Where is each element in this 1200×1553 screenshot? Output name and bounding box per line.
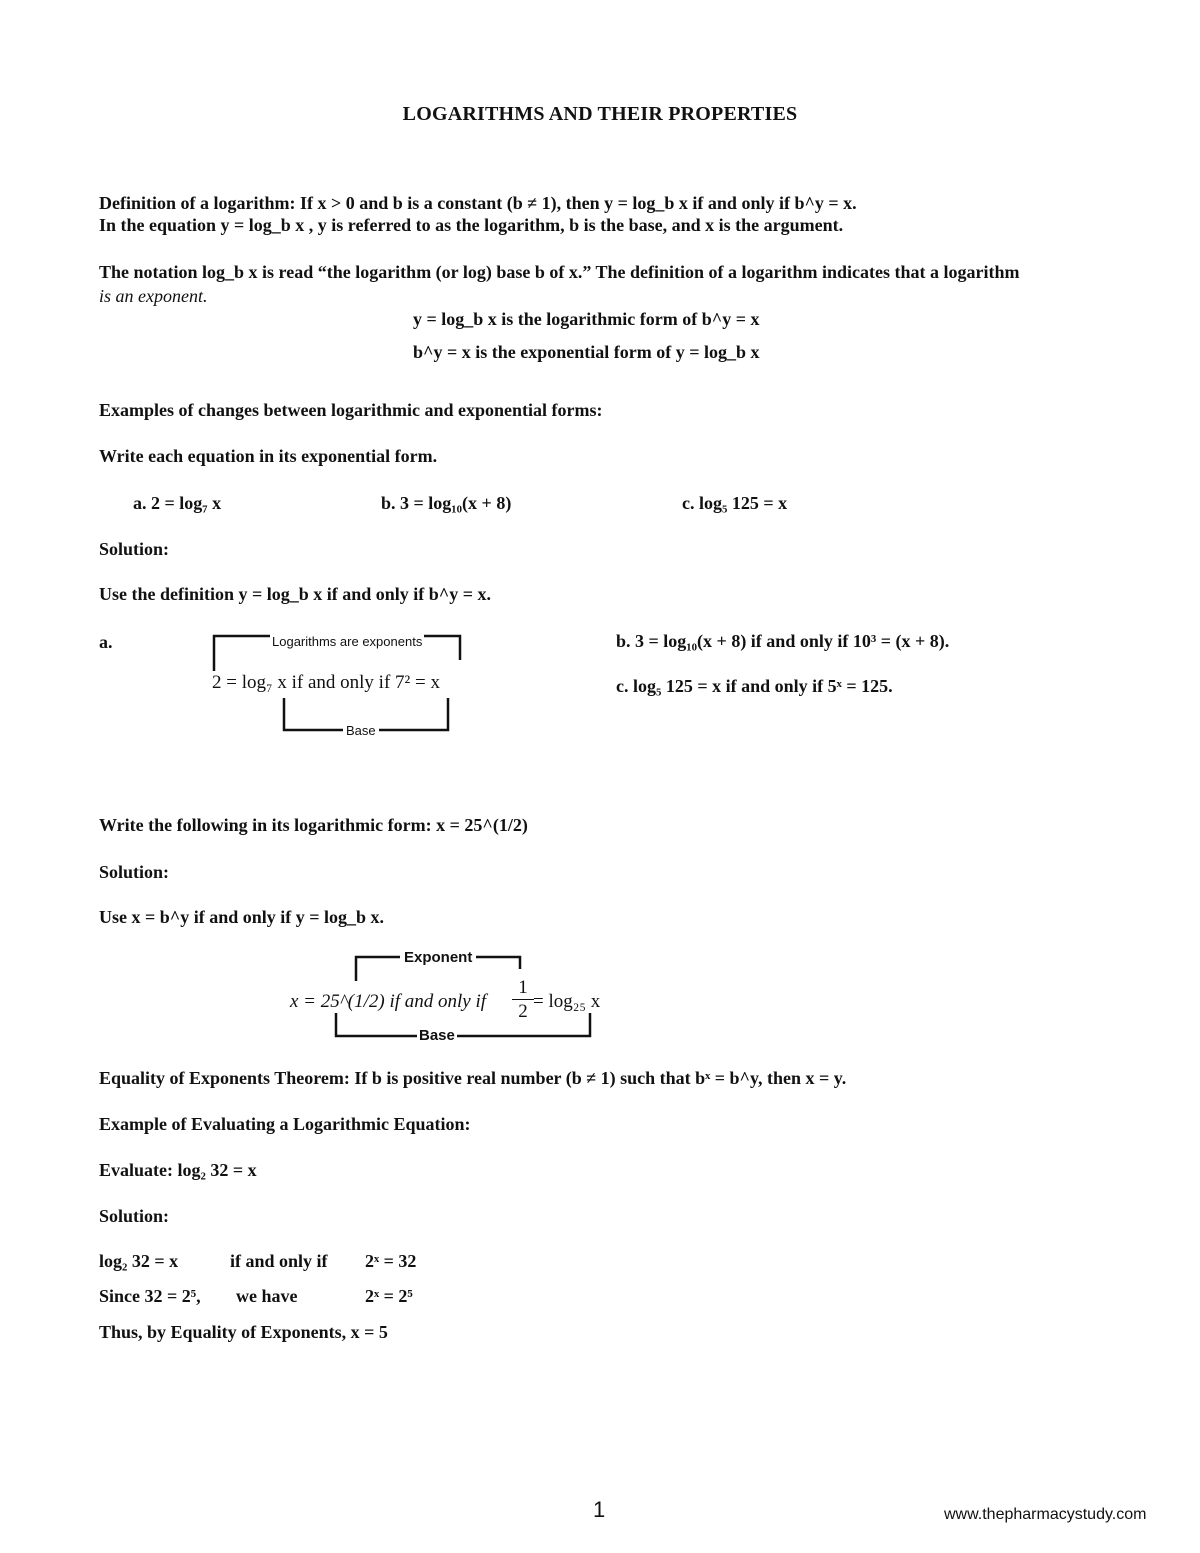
problem-b: b. 3 = log₁₀(x + 8) — [381, 493, 512, 513]
step2-right: 2ˣ = 2⁵ — [365, 1286, 413, 1306]
step3-conclusion: Thus, by Equality of Exponents, x = 5 — [99, 1322, 388, 1342]
fraction-numerator: 1 — [512, 977, 534, 1000]
step1-right: 2ˣ = 32 — [365, 1251, 417, 1271]
step2-middle: we have — [236, 1286, 298, 1306]
base-label: Base — [343, 723, 379, 738]
diagram2-right: = log₂₅ x — [533, 991, 601, 1012]
examples-heading: Examples of changes between logarithmic and exponential forms: — [99, 400, 603, 420]
step1-middle: if and only if — [230, 1251, 328, 1271]
page-title: LOGARITHMS AND THEIR PROPERTIES — [402, 103, 798, 125]
fraction-denominator: 2 — [518, 1001, 528, 1022]
diagram2-left-text: x = 25^(1/2) if and only if — [290, 991, 487, 1012]
use-definition: Use the definition y = log_b x if and only if b^y = x. — [99, 584, 492, 604]
solution-label-2: Solution: — [99, 862, 170, 882]
solution-c: c. log₅ 125 = x if and only if 5ˣ = 125. — [616, 676, 893, 696]
exponential-form: b^y = x is the exponential form of y = log_b x — [413, 342, 760, 362]
solution-b: b. 3 = log₁₀(x + 8) if and only if 10³ = (x + 8). — [616, 631, 950, 651]
fraction-one-half — [512, 977, 534, 1024]
diagram2-left — [290, 991, 486, 1013]
exponent-label: Exponent — [400, 949, 476, 966]
step1-left: log₂ 32 = x — [99, 1251, 179, 1271]
notation-line1: The notation log_b x is read “the logarithm (or log) base b of x.” The definition of a logarithm indicates that a logarithm — [99, 262, 1020, 282]
notation-line2: is an exponent. — [99, 286, 208, 306]
definition-line1: Definition of a logarithm: If x > 0 and b is a constant (b ≠ 1), then y = log_b x if and only if b^y = x. — [99, 193, 857, 213]
solution-a-equation: 2 = log₇ x if and only if 7² = x — [212, 672, 440, 693]
problem-a: a. 2 = log₇ x — [133, 493, 222, 513]
equality-theorem: Equality of Exponents Theorem: If b is positive real number (b ≠ 1) such that bˣ = b^y, then x = y. — [99, 1068, 847, 1088]
problem-c: c. log₅ 125 = x — [682, 493, 788, 513]
logarithmic-form: y = log_b x is the logarithmic form of b^y = x — [413, 309, 760, 329]
evaluate-problem: Evaluate: log₂ 32 = x — [99, 1160, 257, 1180]
definition-line2: In the equation y = log_b x , y is referred to as the logarithm, b is the base, and x is the argument. — [99, 215, 844, 235]
footer-url[interactable]: www.thepharmacystudy.com — [944, 1506, 1147, 1523]
page-number: 1 — [593, 1497, 606, 1522]
solution-a-label: a. — [99, 632, 113, 652]
base-label-2: Base — [419, 1027, 455, 1044]
write-log-instruction: Write the following in its logarithmic form: x = 25^(1/2) — [99, 815, 528, 835]
evaluate-heading: Example of Evaluating a Logarithmic Equation: — [99, 1114, 471, 1134]
solution-label-1: Solution: — [99, 539, 170, 559]
write-exp-instruction: Write each equation in its exponential form. — [99, 446, 438, 466]
solution-label-3: Solution: — [99, 1206, 170, 1226]
base-bracket-line-2 — [336, 1013, 590, 1036]
use-definition-2: Use x = b^y if and only if y = log_b x. — [99, 907, 385, 927]
logarithms-are-exponents-label: Logarithms are exponents — [272, 634, 423, 649]
step2-left: Since 32 = 2⁵, — [99, 1286, 201, 1306]
